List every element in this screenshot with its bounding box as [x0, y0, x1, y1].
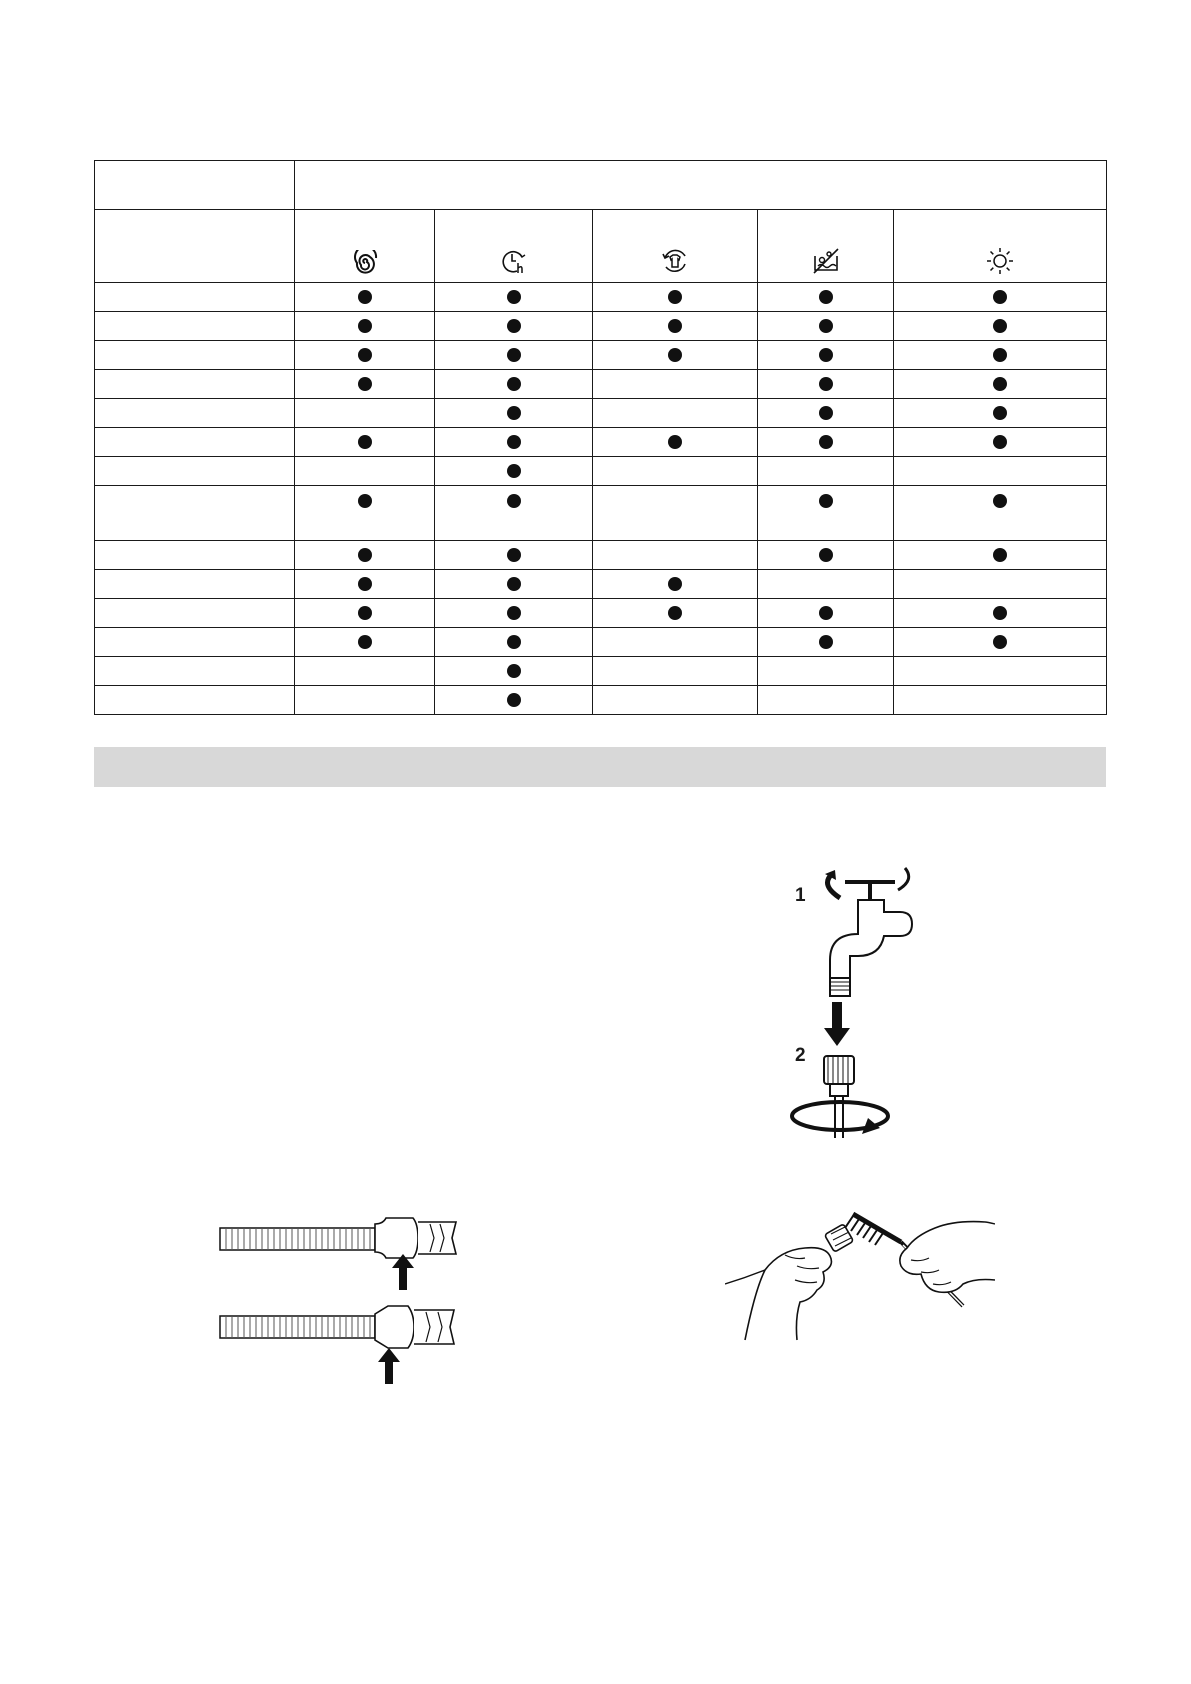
option-cell-sun-dry [894, 312, 1107, 341]
tap-hose-illustration [780, 860, 970, 1140]
sun-dry-icon [985, 246, 1015, 276]
option-cell-anti-crease [593, 628, 758, 657]
option-available-dot [993, 319, 1007, 333]
programme-name-cell [95, 428, 295, 457]
option-available-dot [358, 635, 372, 649]
table-row [95, 312, 1107, 341]
table-icon-row [95, 210, 1107, 283]
table-body [95, 283, 1107, 715]
table-row [95, 399, 1107, 428]
programme-name-cell [95, 312, 295, 341]
option-cell-spin-spiral [295, 457, 435, 486]
option-available-dot [358, 577, 372, 591]
option-cell-delay-timer [435, 541, 593, 570]
table-row [95, 570, 1107, 599]
programme-name-cell [95, 486, 295, 541]
option-cell-anti-crease [593, 428, 758, 457]
option-cell-anti-crease [593, 341, 758, 370]
delay-timer-icon [500, 248, 528, 276]
option-cell-anti-crease [593, 541, 758, 570]
option-cell-delay-timer [435, 399, 593, 428]
option-cell-no-rinse-bath [758, 486, 894, 541]
option-cell-delay-timer [435, 486, 593, 541]
option-cell-no-rinse-bath [758, 599, 894, 628]
option-cell-no-rinse-bath [758, 457, 894, 486]
option-available-dot [507, 406, 521, 420]
option-cell-anti-crease [593, 570, 758, 599]
table-row [95, 657, 1107, 686]
option-cell-sun-dry [894, 370, 1107, 399]
option-available-dot [819, 435, 833, 449]
option-available-dot [993, 635, 1007, 649]
option-available-dot [668, 606, 682, 620]
filter-cleaning-figure [725, 1200, 995, 1350]
option-cell-spin-spiral [295, 399, 435, 428]
option-available-dot [358, 348, 372, 362]
option-available-dot [507, 348, 521, 362]
hose-illustration [218, 1210, 478, 1390]
option-cell-sun-dry [894, 457, 1107, 486]
header-options-cell [295, 161, 1107, 210]
option-available-dot [668, 348, 682, 362]
option-cell-anti-crease [593, 312, 758, 341]
option-cell-delay-timer [435, 428, 593, 457]
option-cell-spin-spiral [295, 628, 435, 657]
option-available-dot [819, 635, 833, 649]
option-cell-no-rinse-bath [758, 370, 894, 399]
option-cell-delay-timer [435, 657, 593, 686]
option-cell-delay-timer [435, 686, 593, 715]
option-cell-spin-spiral [295, 686, 435, 715]
header-programme-cell [95, 161, 295, 210]
option-cell-delay-timer [435, 283, 593, 312]
option-available-dot [993, 348, 1007, 362]
option-available-dot [507, 635, 521, 649]
option-cell-no-rinse-bath [758, 541, 894, 570]
option-available-dot [507, 664, 521, 678]
option-available-dot [819, 606, 833, 620]
hose-check-figure [218, 1210, 478, 1390]
option-cell-spin-spiral [295, 599, 435, 628]
table-row [95, 457, 1107, 486]
option-cell-sun-dry [894, 399, 1107, 428]
option-cell-sun-dry [894, 686, 1107, 715]
option-cell-sun-dry [894, 657, 1107, 686]
table-row [95, 599, 1107, 628]
programme-name-cell [95, 370, 295, 399]
option-available-dot [668, 319, 682, 333]
step-number-1: 1 [795, 885, 806, 906]
option-available-dot [668, 290, 682, 304]
table-row [95, 341, 1107, 370]
option-cell-anti-crease [593, 399, 758, 428]
table-row [95, 486, 1107, 541]
option-available-dot [993, 377, 1007, 391]
option-available-dot [993, 494, 1007, 508]
programme-name-cell [95, 541, 295, 570]
option-cell-sun-dry [894, 570, 1107, 599]
option-cell-spin-spiral [295, 370, 435, 399]
option-available-dot [668, 435, 682, 449]
option-cell-anti-crease [593, 657, 758, 686]
option-available-dot [819, 406, 833, 420]
option-cell-anti-crease [593, 686, 758, 715]
option-cell-spin-spiral [295, 486, 435, 541]
option-cell-delay-timer [435, 341, 593, 370]
option-available-dot [507, 464, 521, 478]
option-cell-spin-spiral [295, 428, 435, 457]
table-row [95, 628, 1107, 657]
programme-name-cell [95, 341, 295, 370]
option-available-dot [358, 290, 372, 304]
option-cell-anti-crease [593, 283, 758, 312]
option-available-dot [507, 693, 521, 707]
option-cell-delay-timer [435, 628, 593, 657]
option-cell-anti-crease [593, 599, 758, 628]
option-cell-delay-timer [435, 457, 593, 486]
option-available-dot [507, 606, 521, 620]
option-available-dot [507, 435, 521, 449]
option-cell-anti-crease [593, 370, 758, 399]
option-cell-sun-dry [894, 428, 1107, 457]
option-available-dot [358, 494, 372, 508]
programme-options-table [94, 160, 1107, 715]
section-heading-bar [94, 747, 1106, 787]
option-cell-anti-crease [593, 486, 758, 541]
no-rinse-bath-icon [811, 246, 841, 276]
tap-connection-figure [780, 860, 970, 1140]
programme-name-cell [95, 570, 295, 599]
option-cell-sun-dry [894, 341, 1107, 370]
option-cell-no-rinse-bath [758, 341, 894, 370]
option-available-dot [358, 377, 372, 391]
option-available-dot [993, 406, 1007, 420]
option-cell-spin-spiral [295, 283, 435, 312]
programme-name-cell [95, 457, 295, 486]
option-cell-spin-spiral [295, 657, 435, 686]
programme-name-cell [95, 686, 295, 715]
option-available-dot [819, 377, 833, 391]
option-available-dot [507, 290, 521, 304]
anti-crease-icon [660, 246, 690, 276]
option-cell-anti-crease [593, 457, 758, 486]
programme-name-cell [95, 599, 295, 628]
option-cell-no-rinse-bath [758, 312, 894, 341]
option-cell-spin-spiral [295, 541, 435, 570]
option-cell-no-rinse-bath [758, 399, 894, 428]
filter-brush-illustration [725, 1200, 995, 1350]
option-cell-no-rinse-bath [758, 428, 894, 457]
option-available-dot [507, 494, 521, 508]
option-available-dot [993, 548, 1007, 562]
step-number-2: 2 [795, 1045, 806, 1066]
option-cell-delay-timer [435, 370, 593, 399]
option-available-dot [668, 577, 682, 591]
table-row [95, 541, 1107, 570]
option-cell-sun-dry [894, 599, 1107, 628]
programme-name-cell [95, 628, 295, 657]
option-available-dot [358, 606, 372, 620]
option-cell-no-rinse-bath [758, 283, 894, 312]
option-cell-no-rinse-bath [758, 657, 894, 686]
option-cell-sun-dry [894, 486, 1107, 541]
spin-spiral-icon [352, 250, 378, 276]
option-available-dot [819, 348, 833, 362]
option-cell-sun-dry [894, 541, 1107, 570]
option-available-dot [358, 548, 372, 562]
option-cell-delay-timer [435, 599, 593, 628]
option-cell-no-rinse-bath [758, 570, 894, 599]
programme-name-cell [95, 657, 295, 686]
option-available-dot [358, 319, 372, 333]
table-header-row [95, 161, 1107, 210]
option-available-dot [993, 290, 1007, 304]
option-cell-delay-timer [435, 570, 593, 599]
option-cell-sun-dry [894, 283, 1107, 312]
option-available-dot [819, 290, 833, 304]
option-available-dot [819, 319, 833, 333]
option-available-dot [507, 319, 521, 333]
programme-name-cell [95, 283, 295, 312]
table-row [95, 370, 1107, 399]
option-available-dot [507, 577, 521, 591]
option-available-dot [507, 548, 521, 562]
option-available-dot [819, 548, 833, 562]
option-cell-spin-spiral [295, 341, 435, 370]
option-cell-delay-timer [435, 312, 593, 341]
option-cell-spin-spiral [295, 312, 435, 341]
option-cell-no-rinse-bath [758, 686, 894, 715]
programme-name-cell [95, 399, 295, 428]
option-available-dot [819, 494, 833, 508]
header-icon-blank-cell [95, 210, 295, 283]
table-row [95, 283, 1107, 312]
option-cell-no-rinse-bath [758, 628, 894, 657]
table-row [95, 428, 1107, 457]
option-available-dot [993, 606, 1007, 620]
option-available-dot [358, 435, 372, 449]
option-cell-sun-dry [894, 628, 1107, 657]
option-available-dot [507, 377, 521, 391]
table-row [95, 686, 1107, 715]
option-available-dot [993, 435, 1007, 449]
option-cell-spin-spiral [295, 570, 435, 599]
